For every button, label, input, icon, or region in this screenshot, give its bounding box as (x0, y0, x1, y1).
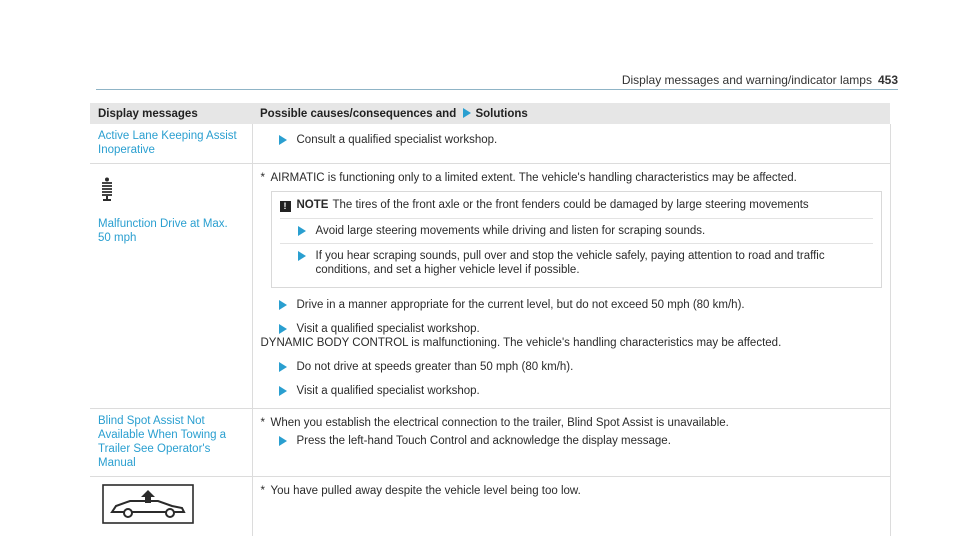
step-text: Consult a qualified specialist workshop. (297, 134, 498, 146)
note-step (280, 243, 873, 277)
arrow-icon (463, 108, 471, 118)
arrow-icon (279, 135, 287, 145)
header-rule (96, 89, 898, 90)
col-header-solutions: Solutions (475, 108, 527, 120)
step-text: Drive in a manner appropriate for the current level, but do not exceed 50 mph (80 km/h). (297, 299, 745, 311)
solutions-cell (252, 124, 890, 164)
solution-step (261, 322, 882, 336)
table-header-row (90, 103, 890, 124)
col-header-display-messages: Display messages (90, 103, 252, 124)
display-messages-table (90, 103, 891, 536)
arrow-icon (279, 362, 287, 372)
step-text: If you hear scraping sounds, pull over and stop the vehicle safely, paying attention to road and traffic conditions, and set a higher vehicle level if possible. (316, 250, 825, 276)
display-message-cell (90, 477, 252, 536)
note-box (271, 191, 882, 288)
display-message-cell (90, 164, 252, 409)
display-message: Malfunction Drive at Max. 50 mph (98, 218, 228, 244)
solution-step (261, 298, 882, 312)
vehicle-level-icon (102, 484, 194, 524)
solution-step (261, 360, 882, 374)
note-text: The tires of the front axle or the front fenders could be damaged by large steering movements (332, 199, 808, 211)
step-text: Visit a qualified specialist workshop. (297, 385, 480, 397)
cause-text: * You have pulled away despite the vehicle level being too low. (261, 484, 882, 498)
solutions-cell (252, 164, 890, 409)
note-label: NOTE (297, 199, 329, 211)
running-header (622, 73, 898, 87)
note-step (280, 218, 873, 238)
solutions-cell (252, 477, 890, 536)
cause-text: DYNAMIC BODY CONTROL is malfunctioning. The vehicle's handling characteristics may be affected. (261, 336, 882, 350)
arrow-icon (279, 386, 287, 396)
arrow-icon (298, 251, 306, 261)
cause-text-content: When you establish the electrical connection to the trailer, Blind Spot Assist is unavailable. (271, 417, 729, 429)
step-text: Visit a qualified specialist workshop. (297, 323, 480, 335)
arrow-icon (279, 324, 287, 334)
arrow-icon (279, 436, 287, 446)
solutions-cell (252, 409, 890, 477)
page-number: 453 (878, 73, 898, 87)
cause-text-content: AIRMATIC is functioning only to a limited extent. The vehicle's handling characteristics may be affected. (271, 172, 797, 184)
page-header (0, 0, 960, 96)
col-header-causes: Possible causes/consequences and (260, 108, 456, 120)
note-heading (280, 198, 873, 212)
table-row (90, 409, 890, 477)
table-row (90, 124, 890, 164)
step-text: Do not drive at speeds greater than 50 mph (80 km/h). (297, 361, 574, 373)
solution-step (261, 384, 882, 398)
suspension-icon (100, 177, 114, 203)
solution-step (261, 133, 882, 147)
table-row (90, 164, 890, 409)
col-header-causes-solutions (252, 103, 890, 124)
display-message: Blind Spot Assist Not Available When Towing a Trailer See Operator's Manual (90, 409, 252, 477)
arrow-icon (279, 300, 287, 310)
table-row (90, 477, 890, 536)
warning-icon: ! (280, 201, 291, 212)
solution-step (261, 434, 882, 448)
step-text: Avoid large steering movements while driving and listen for scraping sounds. (316, 225, 706, 237)
cause-text: * AIRMATIC is functioning only to a limited extent. The vehicle's handling characteristics may be affected. (261, 171, 882, 185)
display-message: Active Lane Keeping Assist Inoperative (90, 124, 252, 164)
cause-text-content: You have pulled away despite the vehicle level being too low. (271, 485, 581, 497)
section-title: Display messages and warning/indicator lamps (622, 73, 872, 87)
step-text: Press the left-hand Touch Control and acknowledge the display message. (297, 435, 671, 447)
arrow-icon (298, 226, 306, 236)
cause-text: * When you establish the electrical connection to the trailer, Blind Spot Assist is unavailable. (261, 416, 882, 430)
